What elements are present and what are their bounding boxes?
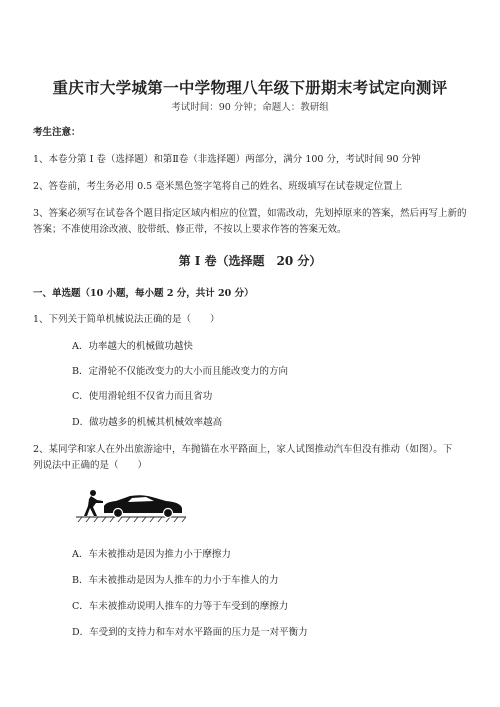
part-heading: 一、单选题（10 小题，每小题 2 分，共计 20 分）	[33, 288, 254, 299]
question-1-stem: 1、下列关于简单机械说法正确的是（ ）	[33, 314, 220, 325]
exam-title: 重庆市大学城第一中学物理八年级下册期末考试定向测评	[52, 78, 448, 97]
person-pushing-car-figure	[76, 487, 186, 523]
question-2-option-d: D．车受到的支持力和车对水平路面的压力是一对平衡力	[72, 627, 308, 638]
question-1-option-a: A．功率越大的机械做功越快	[72, 341, 193, 352]
question-1-option-b: B．定滑轮不仅能改变力的大小而且能改变力的方向	[72, 366, 288, 377]
question-2-stem-line-1: 2、某同学和家人在外出旅游途中，车抛锚在水平路面上，家人试图推动汽车但没有推动（如图）。下	[33, 444, 453, 455]
notice-item-1: 1、本卷分第 I 卷（选择题）和第Ⅱ卷（非选择题）两部分，满分 100 分，考试时间 90 分钟	[33, 154, 421, 165]
notice-item-2: 2、答卷前，考生务必用 0.5 毫米黑色签字笔将自己的姓名、班级填写在试卷规定位置上	[33, 181, 403, 192]
question-2-option-b: B．车未被推动是因为人推车的力小于车推人的力	[72, 575, 279, 586]
question-2-option-c: C．车未被推动说明人推车的力等于车受到的摩擦力	[72, 601, 289, 612]
section-title: 第 I 卷（选择题 20 分）	[178, 254, 322, 268]
exam-subtitle: 考试时间：90 分钟；命题人：教研组	[171, 102, 329, 113]
notice-item-3: 3、答案必须写在试卷各个题目指定区域内相应的位置，如需改动，先划掉原来的答案，然后再写上新的答案；不准使用涂改液、胶带纸、修正带，不按以上要求作答的答案无效。	[33, 208, 467, 235]
question-1-option-d: D．做功越多的机械其机械效率越高	[72, 417, 223, 428]
notice-heading: 考生注意：	[33, 127, 81, 138]
question-1-option-c: C．使用滑轮组不仅省力而且省功	[72, 391, 213, 402]
question-2-option-a: A．车未被推动是因为推力小于摩擦力	[72, 549, 231, 560]
question-2-stem-line-2: 列说法中正确的是（ ）	[33, 460, 148, 471]
